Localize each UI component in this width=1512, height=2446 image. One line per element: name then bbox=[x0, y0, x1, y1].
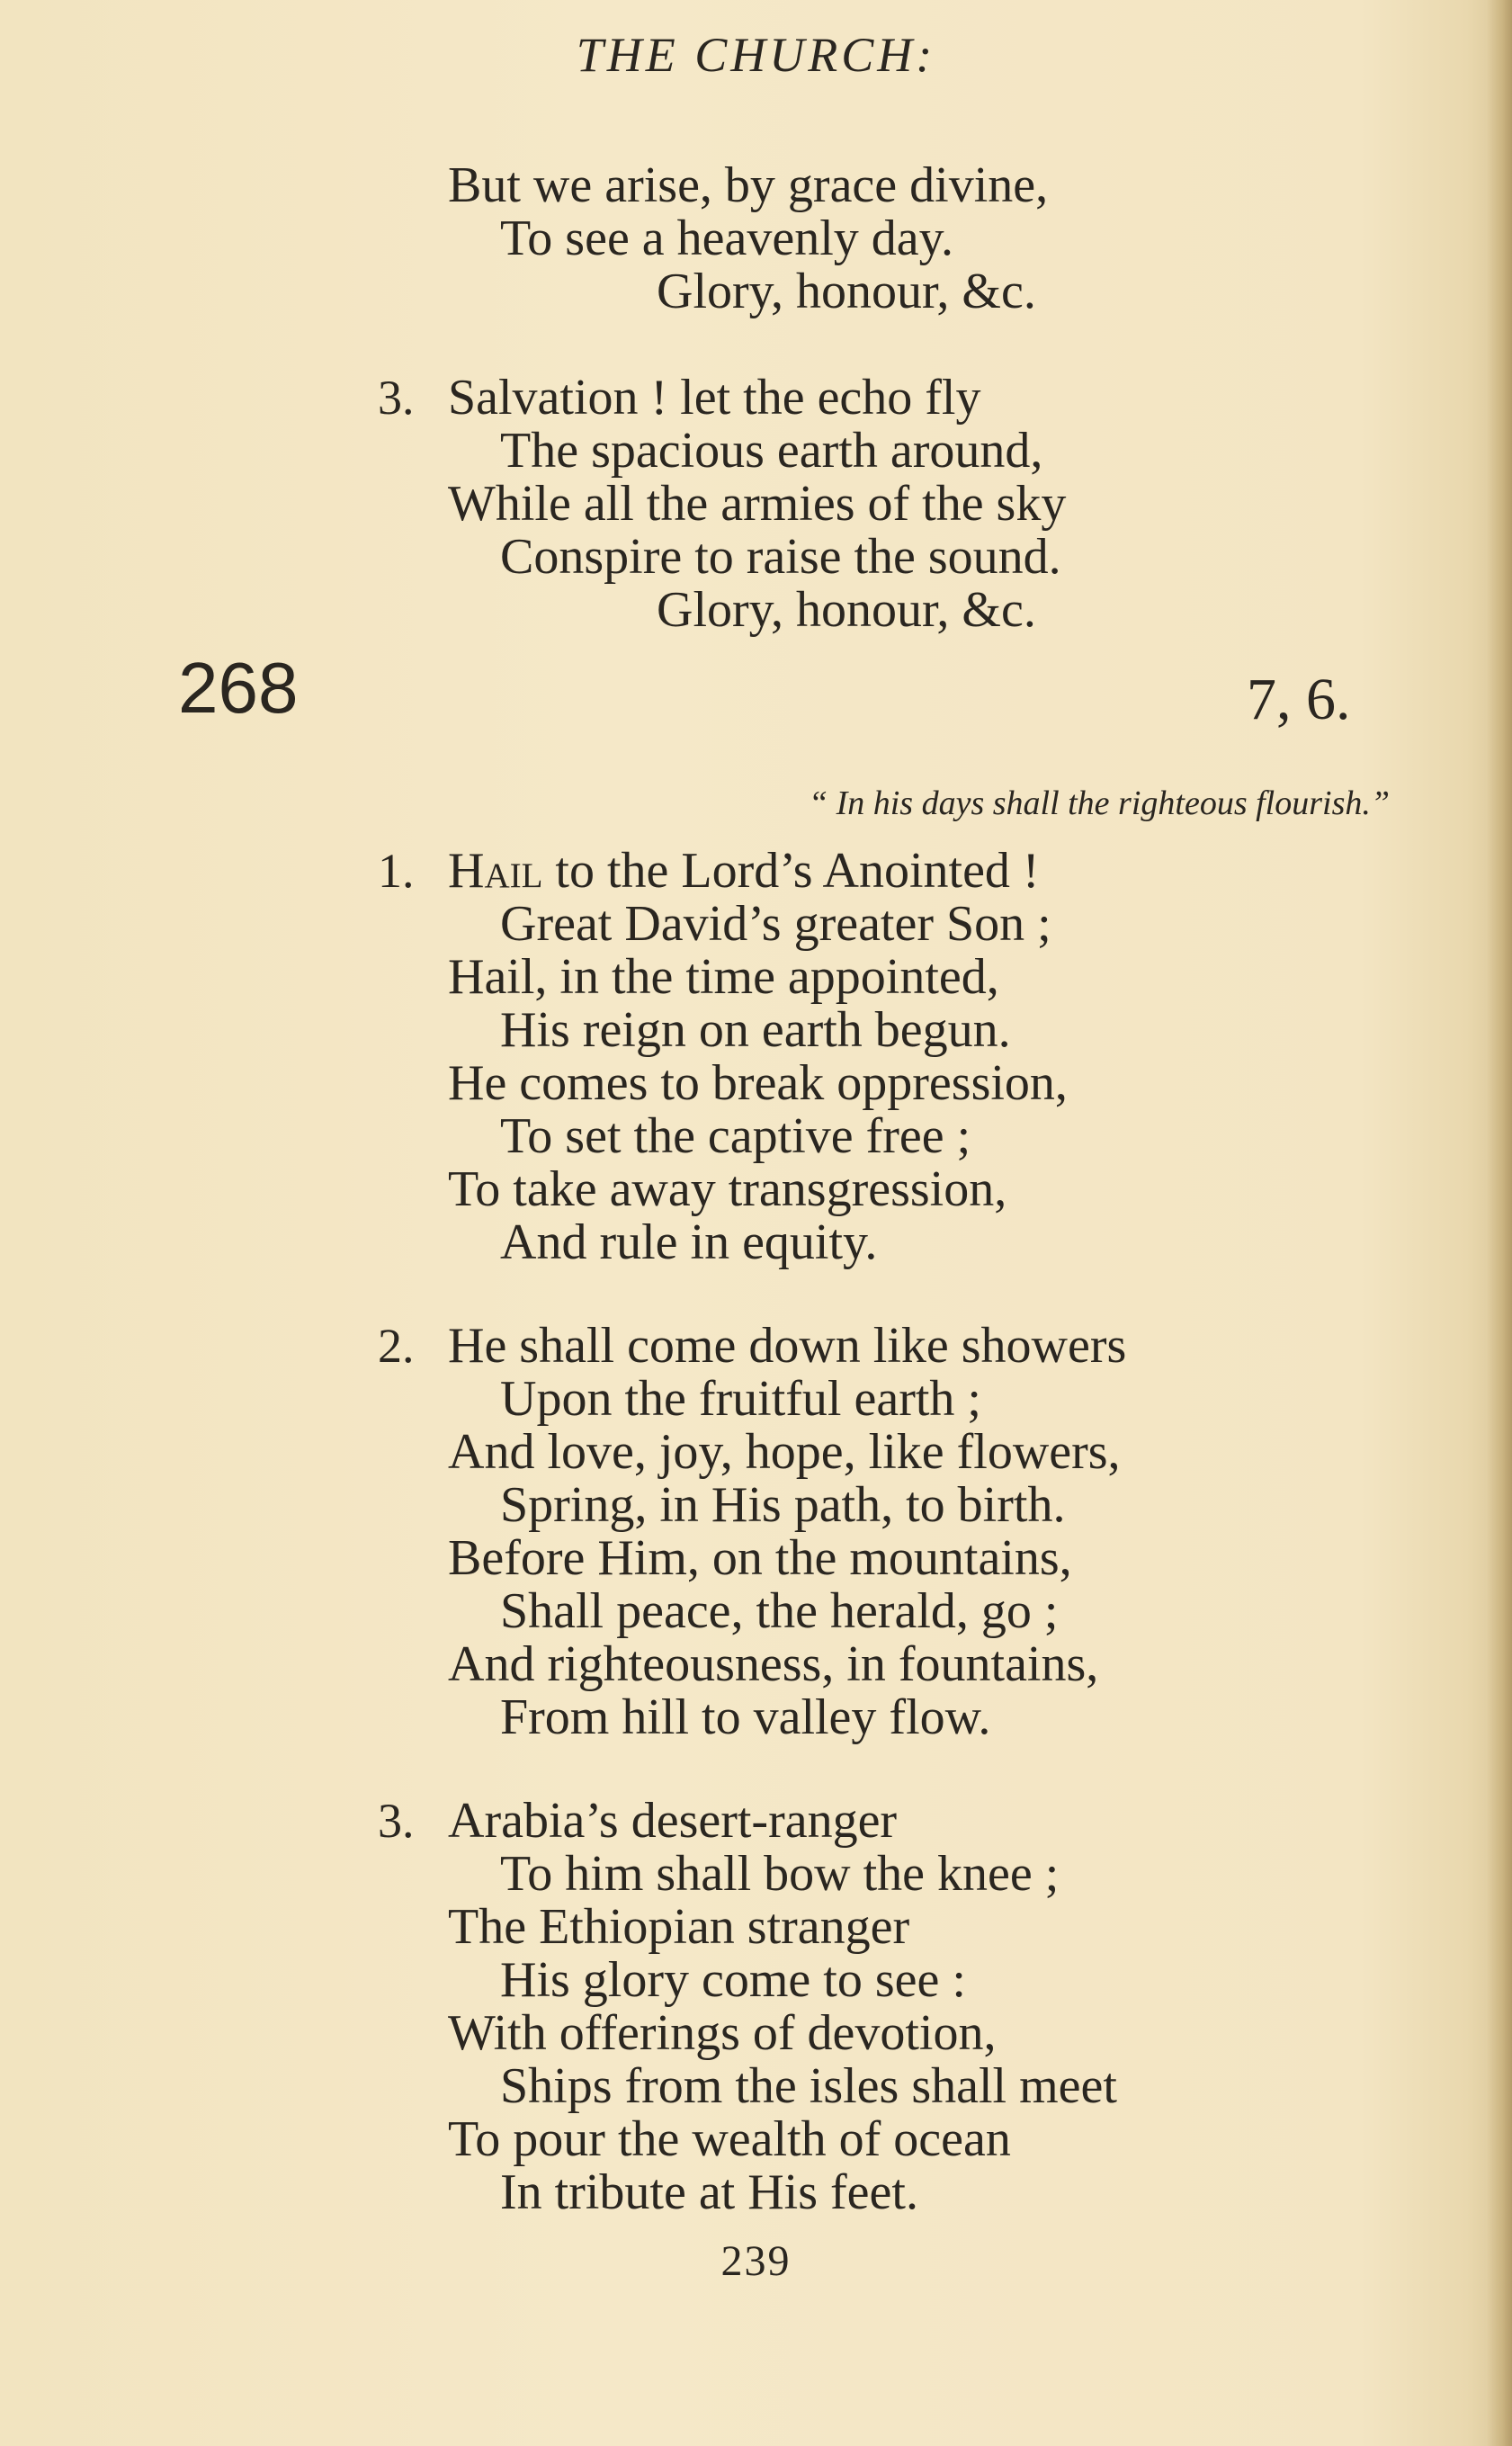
verse-line: From hill to valley flow. bbox=[500, 1689, 991, 1745]
verse-line: To take away transgression, bbox=[448, 1161, 1007, 1217]
verse-line: Shall peace, the herald, go ; bbox=[500, 1583, 1059, 1639]
verse-line: In tribute at His feet. bbox=[500, 2164, 918, 2220]
verse-line: While all the armies of the sky bbox=[448, 476, 1067, 532]
verse-line: And rule in equity. bbox=[500, 1214, 878, 1270]
hymn-number: 268 bbox=[178, 648, 299, 728]
verse-line: Spring, in His path, to birth. bbox=[500, 1477, 1066, 1533]
verse-line: To pour the wealth of ocean bbox=[448, 2111, 1011, 2167]
verse-line: Arabia’s desert-ranger bbox=[448, 1793, 898, 1849]
verse-line: Hail, in the time appointed, bbox=[448, 949, 999, 1005]
verse-line: And love, joy, hope, like flowers, bbox=[448, 1424, 1121, 1480]
verse-line: Conspire to raise the sound. bbox=[500, 529, 1061, 585]
verse-line: But we arise, by grace divine, bbox=[448, 157, 1049, 213]
verse-first-word: Hail bbox=[448, 843, 543, 899]
verse-number: 1. bbox=[378, 844, 415, 898]
verse-line: His reign on earth begun. bbox=[500, 1002, 1011, 1058]
verse-line: Upon the fruitful earth ; bbox=[500, 1371, 981, 1427]
verse-line: To set the captive free ; bbox=[500, 1108, 971, 1164]
hymn-meter: 7, 6. bbox=[1247, 667, 1351, 732]
verse-line: He shall come down like showers bbox=[448, 1318, 1127, 1374]
verse-line: The Ethiopian stranger bbox=[448, 1899, 910, 1955]
verse-line: Great David’s greater Son ; bbox=[500, 896, 1051, 952]
verse-line: His glory come to see : bbox=[500, 1952, 966, 2008]
refrain-line: Glory, honour, &c. bbox=[657, 264, 1036, 319]
page-edge-shadow bbox=[1487, 0, 1512, 2446]
verse-line bbox=[448, 844, 1040, 898]
page-number: 239 bbox=[720, 2237, 792, 2285]
hymn-epigraph: “ In his days shall the righteous flourish.” bbox=[808, 784, 1390, 822]
verse-line: He comes to break oppression, bbox=[448, 1055, 1068, 1111]
verse-number: 2. bbox=[378, 1319, 415, 1373]
verse-line: Ships from the isles shall meet bbox=[500, 2058, 1117, 2114]
verse-line: With offerings of devotion, bbox=[448, 2005, 997, 2061]
verse-line: The spacious earth around, bbox=[500, 423, 1043, 479]
verse-line: To him shall bow the knee ; bbox=[500, 1846, 1060, 1902]
running-head: THE CHURCH: bbox=[576, 28, 936, 82]
verse-line: Before Him, on the mountains, bbox=[448, 1530, 1072, 1586]
verse-first-line-rest: to the Lord’s Anointed ! bbox=[542, 843, 1040, 899]
verse-line: Salvation ! let the echo fly bbox=[448, 370, 981, 426]
verse-line: To see a heavenly day. bbox=[500, 211, 953, 266]
refrain-line: Glory, honour, &c. bbox=[657, 582, 1036, 638]
verse-number: 3. bbox=[378, 371, 415, 425]
verse-line: And righteousness, in fountains, bbox=[448, 1636, 1099, 1692]
verse-number: 3. bbox=[378, 1794, 415, 1848]
